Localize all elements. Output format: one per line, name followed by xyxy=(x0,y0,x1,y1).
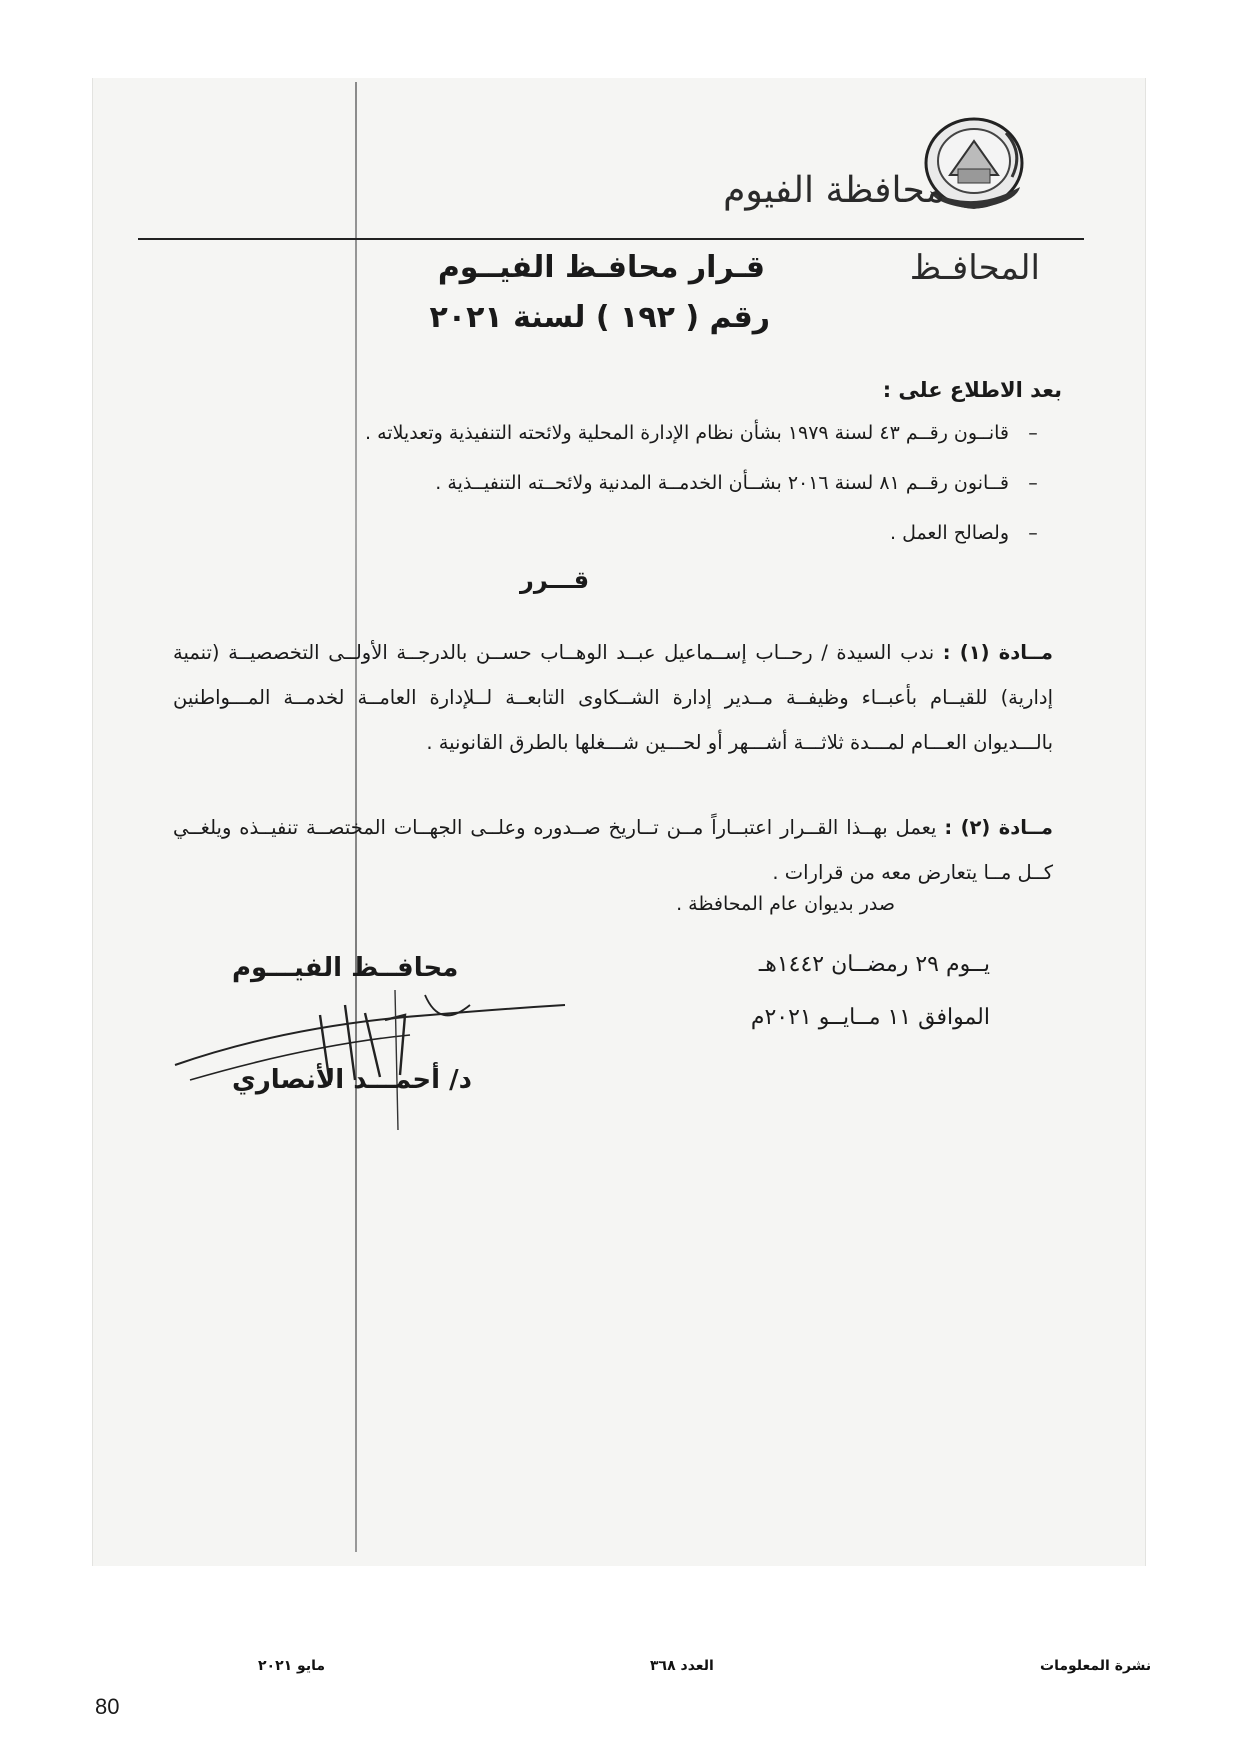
issued-statement: صدر بديوان عام المحافظة . xyxy=(676,893,895,915)
article-label: مــادة (٢) : xyxy=(944,816,1054,839)
list-item: –ولصالح العمل . xyxy=(889,522,1038,544)
preamble-heading: بعد الاطلاع على : xyxy=(882,378,1062,402)
article-2 xyxy=(173,805,1053,895)
article-1 xyxy=(173,630,1053,765)
signatory-name: د/ أحمـــد الأنصاري xyxy=(232,1065,472,1095)
decree-number: رقم ( ١٩٢ ) لسنة ٢٠٢١ xyxy=(429,300,770,335)
signature-icon xyxy=(170,985,570,1135)
decree-title: قـرار محافـظ الفيــوم xyxy=(437,250,765,285)
list-item: –قــانون رقــم ٨١ لسنة ٢٠١٦ بشــأن الخدمــة المدنية ولائحــته التنفيــذية . xyxy=(435,472,1038,494)
preamble-item-text: قــانون رقــم ٨١ لسنة ٢٠١٦ بشــأن الخدمــة المدنية ولائحــته التنفيــذية . xyxy=(435,472,1009,494)
header-divider xyxy=(138,238,1084,240)
preamble-item-text: ولصالح العمل . xyxy=(889,522,1009,544)
footer-publication: نشرة المعلومات xyxy=(1040,1658,1152,1674)
preamble-list xyxy=(245,416,1045,566)
article-text: يعمل بهــذا القــرار اعتبــاراً مــن تــاريخ صــدوره وعلــى الجهــات المختصــة تنفيــذه ويلغــي كــل مــا يتعارض معه من قرارات . xyxy=(173,816,1053,884)
preamble-item-text: قانــون رقــم ٤٣ لسنة ١٩٧٩ بشأن نظام الإدارة المحلية ولائحته التنفيذية وتعديلاته . xyxy=(365,422,1009,444)
article-label: مــادة (١) : xyxy=(942,641,1054,664)
office-label: المحافـظ xyxy=(909,248,1040,288)
list-item: –قانــون رقــم ٤٣ لسنة ١٩٧٩ بشأن نظام الإدارة المحلية ولائحته التنفيذية وتعديلاته . xyxy=(365,422,1038,444)
article-text: ندب السيدة / رحــاب إســماعيل عبــد الوهــاب حســن بالدرجــة الأولــى التخصصيــة (تنمية إدارية) للقيــام بأعبــاء وظيفــة مــدير إدارة الشــكاوى التابعــة لــلإدارة العامــة لخدمــة المـــواطنين بالـــديوان العـــام لمـــدة ثلاثـــة أشـــهر أو لحـــين شـــغلها بالطرق القانونية . xyxy=(173,641,1053,754)
signatory-title: محافــظ الفيـــوم xyxy=(232,953,459,983)
footer-month: مايو ٢٠٢١ xyxy=(258,1658,326,1674)
decided-heading: قـــرر xyxy=(520,566,590,594)
footer-issue: العدد ٣٦٨ xyxy=(650,1658,714,1674)
governorate-name: محافظة الفيوم xyxy=(723,170,945,211)
hijri-date: يــوم ٢٩ رمضــان ١٤٤٢هـ xyxy=(758,952,990,977)
gregorian-date: الموافق ١١ مــايــو ٢٠٢١م xyxy=(750,1005,990,1030)
page-number: 80 xyxy=(95,1694,120,1719)
